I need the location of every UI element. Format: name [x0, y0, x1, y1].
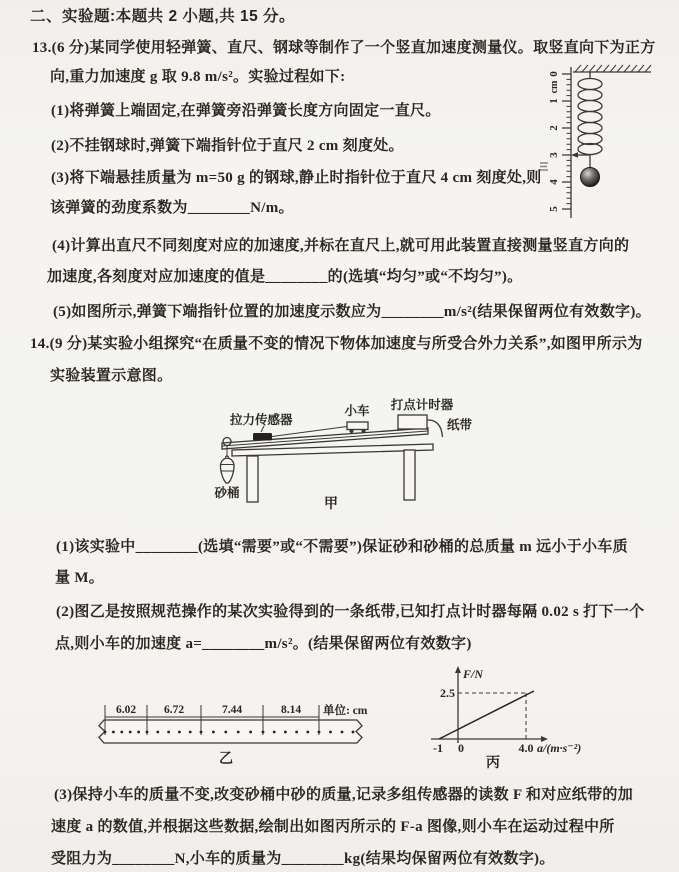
tape-figure [85, 692, 380, 770]
fa-graph [425, 662, 600, 774]
sand-bucket [220, 456, 234, 483]
force-sensor [253, 433, 272, 441]
q14-line-6: 点,则小车的加速度 a=________m/s²。(结果保留两位有效数字) [55, 636, 472, 652]
ruler-label-4: 4 [548, 179, 560, 185]
spring-coil [578, 72, 602, 155]
apparatus-caption: 甲 [324, 497, 338, 512]
graph-ylabel: F/N [463, 667, 484, 681]
q13-line-9: (5)如图所示,弹簧下端指针位置的加速度示数应为________m/s²(结果保留两位有效数字)。 [53, 304, 651, 320]
ruler-label-cm: cm [549, 80, 560, 94]
sensor-label: 拉力传感器 [230, 413, 293, 427]
ruler-label-5: 5 [548, 206, 560, 212]
bucket-label: 砂桶 [214, 486, 240, 500]
tape-unit-label: 单位: cm [323, 705, 368, 717]
q13-line-4: (2)不挂钢球时,弹簧下端指针位于直尺 2 cm 刻度处。 [51, 138, 404, 154]
tape-seg-1: 6.02 [115, 704, 137, 716]
cart [347, 422, 368, 433]
q14-line-5: (2)图乙是按照规范操作的某次实验得到的一条纸带,已知打点计时器每隔 0.02 s 打下一个 [56, 604, 645, 620]
q13-line-6: 该弹簧的劲度系数为________N/m。 [50, 200, 294, 216]
ruler-label-2: 2 [548, 125, 560, 131]
graph-ytick-2-5: 2.5 [440, 686, 455, 700]
graph-xtick-0: 0 [458, 741, 464, 755]
q14-line-3: (1)该实验中________(选填“需要”或“不需要”)保证砂和砂桶的总质量 m 远小于小车质 [56, 539, 628, 555]
tape-caption: 乙 [219, 752, 233, 767]
ruler-label-3: 3 [548, 152, 560, 158]
tape-label: 纸带 [447, 418, 473, 432]
q14-line-9: 受阻力为________N,小车的质量为________kg(结果均保留两位有效数字)。 [51, 851, 555, 867]
timer-box [398, 415, 427, 429]
timer-label: 打点计时器 [390, 398, 454, 412]
q14-line-4: 量 M。 [55, 570, 105, 586]
q14-line-2: 实验装置示意图。 [50, 368, 173, 384]
q14-line-7: (3)保持小车的质量不变,改变砂桶中砂的质量,记录多组传感器的读数 F 和对应纸带的加 [54, 787, 633, 803]
ruler-label-1: 1 [548, 98, 560, 104]
y-axis [455, 666, 461, 743]
tape-seg-2: 6.72 [163, 704, 185, 716]
tape-seg-4: 8.14 [280, 704, 302, 716]
graph-xtick-4: 4.0 [518, 741, 534, 755]
graph-caption: 丙 [486, 756, 500, 771]
paper-tape-curve [427, 420, 443, 437]
ruler [562, 67, 571, 218]
spring-ruler-figure [538, 58, 678, 228]
q13-line-3: (1)将弹簧上端固定,在弹簧旁沿弹簧长度方向固定一直尺。 [51, 103, 441, 119]
table [232, 444, 433, 502]
graph-xlabel: a/(m·s⁻²) [537, 741, 582, 755]
section-header: 二、实验题:本题共 2 小题,共 15 分。 [30, 8, 296, 25]
scan-smudge [540, 163, 548, 170]
ruler-label-0: 0 [548, 71, 560, 77]
steel-ball [581, 168, 600, 187]
q13-line-1: 13.(6 分)某同学使用轻弹簧、直尺、钢球等制作了一个竖直加速度测量仪。取竖直向下为正方 [32, 40, 656, 56]
q13-line-7: (4)计算出直尺不同刻度对应的加速度,并标在直尺上,就可用此装置直接测量竖直方向的 [52, 238, 630, 254]
cart-label: 小车 [344, 404, 370, 418]
q13-line-2: 向,重力加速度 g 取 9.8 m/s²。实验过程如下: [50, 69, 346, 85]
tape-seg-3: 7.44 [221, 704, 243, 716]
q13-line-5: (3)将下端悬挂质量为 m=50 g 的钢球,静止时指针位于直尺 4 cm 刻度处,则 [51, 170, 542, 186]
ceiling-hatch [573, 65, 651, 72]
q14-line-1: 14.(9 分)某实验小组探究“在质量不变的情况下物体加速度与所受合外力关系”,如图甲所示为 [30, 336, 643, 352]
graph-xtick-neg1: -1 [433, 741, 443, 755]
apparatus-figure [190, 396, 490, 516]
q13-line-8: 加速度,各刻度对应加速度的值是________的(选填“均匀”或“不均匀”)。 [47, 269, 523, 285]
q14-line-8: 速度 a 的数值,并根据这些数据,绘制出如图丙所示的 F-a 图像,则小车在运动过程中所 [51, 819, 615, 835]
